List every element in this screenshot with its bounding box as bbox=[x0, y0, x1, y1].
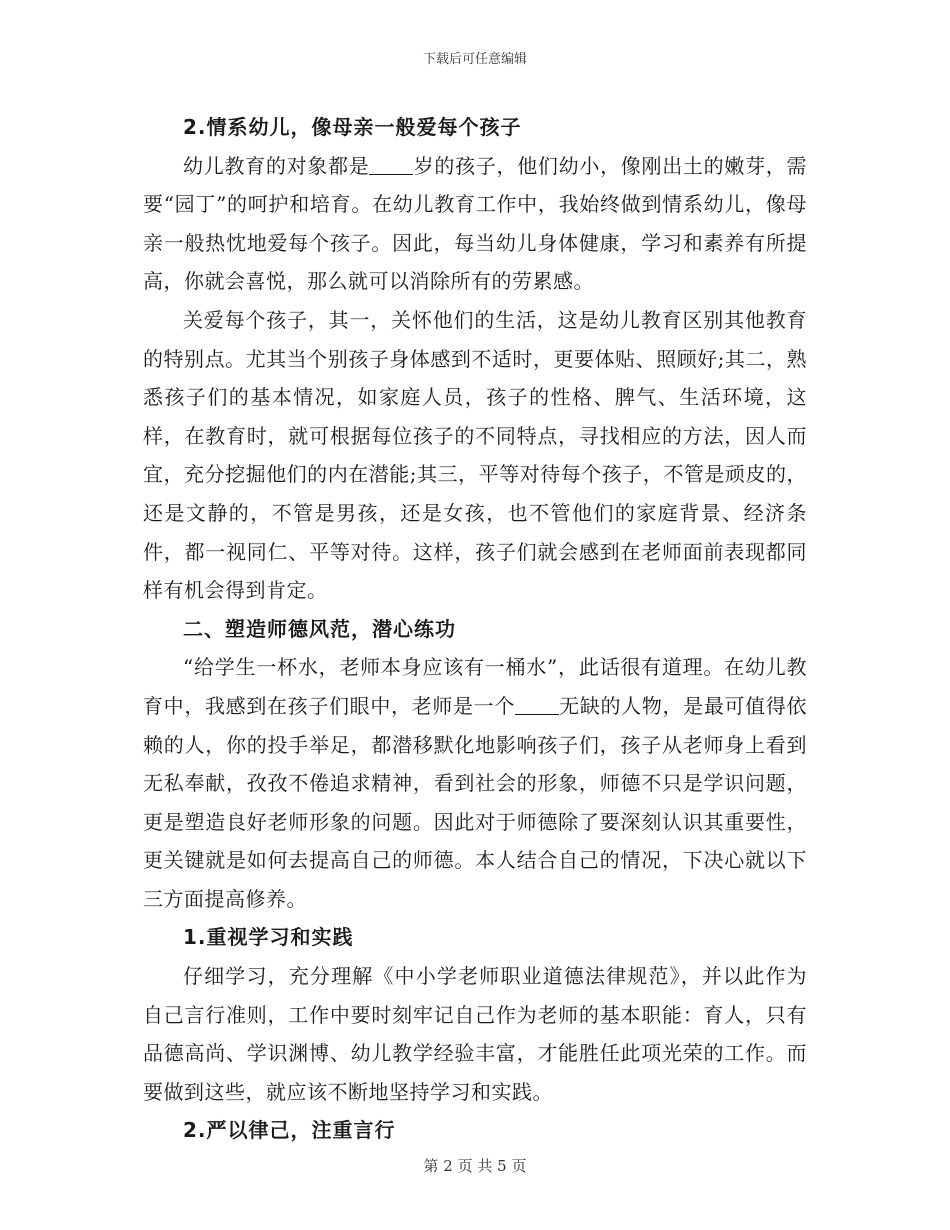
fill-in-blank bbox=[515, 694, 559, 715]
document-body bbox=[143, 108, 807, 1150]
paragraph-text: “给学生一杯水，老师本身应该有一桶水”，此话很有道理。在幼儿教育中，我感到在孩子们眼中，老师是一个 bbox=[143, 655, 807, 718]
fill-in-blank bbox=[369, 154, 413, 175]
section-heading: 二、塑造师德风范，潜心练功 bbox=[183, 616, 456, 641]
paragraph-text: 岁的孩子，他们幼小，像刚出土的嫩芽，需要“园丁”的呵护和培育。在幼儿教育工作中，我始终做到情系幼儿，像母亲一般热忱地爱每个孩子。因此，每当幼儿身体健康，学习和素养有所提高，你就会喜悦，那么就可以消除所有的劳累感。 bbox=[143, 153, 808, 294]
paragraph-text: 幼儿教育的对象都是 bbox=[183, 153, 370, 178]
paragraph-text: 无缺的人物，是最可值得依赖的人，你的投手举足，都潜移默化地影响孩子们，孩子从老师身上看到无私奉献，孜孜不倦追求精神，看到社会的形象，师德不只是学识问题，更是塑造良好老师形象的问题。因此对于师德除了要深刻认识其重要性，更关键就是如何去提高自己的师德。本人结合自己的情况，下决心就以下三方面提高修养。 bbox=[143, 693, 807, 911]
body-paragraph: 仔细学习，充分理解《中小学老师职业道德法律规范》，并以此作为自己言行准则，工作中要时刻牢记自己作为老师的基本职能：育人，只有品德高尚、学识渊博、幼儿教学经验丰富，才能胜任此项光荣的工作。而要做到这些，就应该不断地坚持学习和实践。 bbox=[143, 964, 807, 1104]
page-header: 下载后可任意编辑 bbox=[422, 52, 527, 67]
section-heading: 2.严以律己，注重言行 bbox=[183, 1118, 396, 1143]
body-paragraph bbox=[143, 648, 807, 918]
page-footer: 第 2 页 共 5 页 bbox=[423, 1157, 527, 1175]
section-heading: 1.重视学习和实践 bbox=[183, 925, 354, 950]
body-paragraph: 关爱每个孩子，其一，关怀他们的生活，这是幼儿教育区别其他教育的特别点。尤其当个别孩子身体感到不适时，更要体贴、照顾好;其二，熟悉孩子们的基本情况，如家庭人员，孩子的性格、脾气、生活环境，这样，在教育时，就可根据每位孩子的不同特点，寻找相应的方法，因人而宜，充分挖掘他们的内在潜能;其三，平等对待每个孩子，不管是顽皮的，还是文静的，不管是男孩，还是女孩，也不管他们的家庭背景、经济条件，都一视同仁、平等对待。这样，孩子们就会感到在老师面前表现都同样有机会得到肯定。 bbox=[143, 307, 807, 603]
section-heading: 2.情系幼儿，像母亲一般爱每个孩子 bbox=[183, 115, 522, 139]
body-paragraph bbox=[143, 147, 807, 301]
